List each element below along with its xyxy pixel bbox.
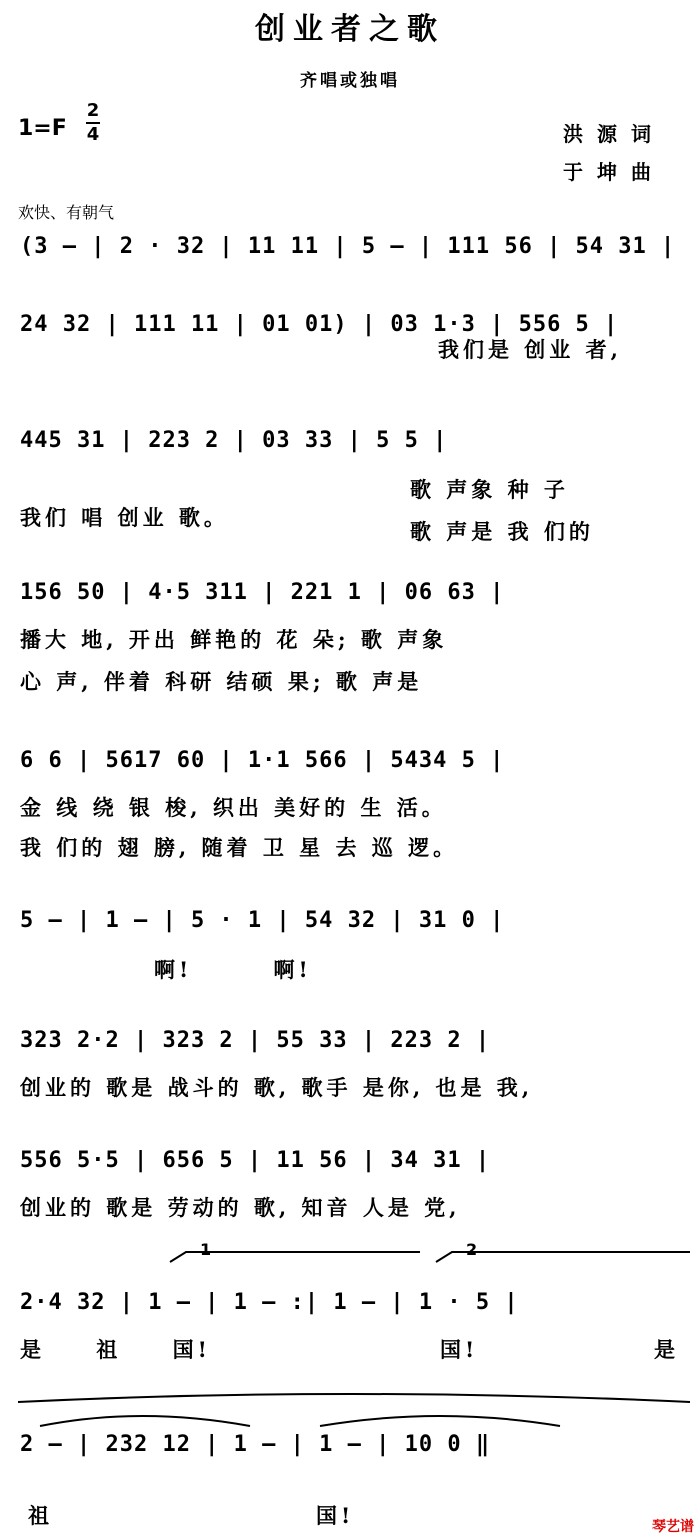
lyric-line-7: 创业的 歌是 战斗的 歌, 歌手 是你, 也是 我, xyxy=(20,1075,534,1100)
lyric-line-2: 我们是 创业 者, xyxy=(438,337,622,362)
lyric-line-9-end: 是 xyxy=(654,1337,679,1362)
lyric-line-4-verse2: 心 声, 伴着 科研 结硕 果; 歌 声是 xyxy=(20,669,423,694)
lyricist-credit: 洪源词 xyxy=(563,122,665,146)
song-title: 创业者之歌 xyxy=(255,12,445,47)
volta-1: 1 xyxy=(200,1240,212,1259)
lyric-line-3-verse2: 歌 声是 我 们的 xyxy=(410,519,594,544)
notation-line-10: 2 — | 232 12 | 1 — | 1 — | 10 0 ‖ xyxy=(20,1432,491,1457)
composer-credit: 于坤曲 xyxy=(563,160,665,184)
lyric-line-10-b: 国! xyxy=(316,1503,355,1528)
watermark-logo: 琴艺谱 xyxy=(652,1519,694,1535)
notation-line-2: 24 32 | 111 11 | 01 01) | 03 1·3 | 556 5 | xyxy=(20,312,619,337)
volta-2: 2 xyxy=(466,1240,478,1259)
lyric-line-3: 我们 唱 创业 歌。 xyxy=(20,505,229,530)
lyric-line-4-verse1: 播大 地, 开出 鲜艳的 花 朵; 歌 声象 xyxy=(20,627,448,652)
lyric-line-9-repeat: 国! xyxy=(440,1337,479,1362)
key-signature: 1=F xyxy=(18,116,67,141)
lyric-line-5-verse1: 金 线 绕 银 梭, 织出 美好的 生 活。 xyxy=(20,795,447,820)
lyric-line-9: 是 祖 国! xyxy=(20,1337,211,1362)
time-signature xyxy=(86,100,100,146)
notation-line-4: 156 50 | 4·5 311 | 221 1 | 06 63 | xyxy=(20,580,505,605)
time-bottom: 4 xyxy=(86,124,100,145)
notation-line-6: 5 — | 1 — | 5 · 1 | 54 32 | 31 0 | xyxy=(20,908,505,933)
notation-line-5: 6 6 | 5617 60 | 1·1 566 | 5434 5 | xyxy=(20,748,505,773)
lyric-line-3-verse1: 歌 声象 种 子 xyxy=(410,477,569,502)
volta-brackets xyxy=(0,1244,700,1274)
notation-line-8: 556 5·5 | 656 5 | 11 56 | 34 31 | xyxy=(20,1148,491,1173)
lyric-line-10-a: 祖 xyxy=(28,1503,53,1528)
lyric-line-8: 创业的 歌是 劳动的 歌, 知音 人是 党, xyxy=(20,1195,461,1220)
lyric-line-5-verse2: 我 们的 翅 膀, 随着 卫 星 去 巡 逻。 xyxy=(20,835,459,860)
performance-note: 齐唱或独唱 xyxy=(300,71,400,91)
notation-line-1: (3 — | 2 · 32 | 11 11 | 5 — | 111 56 | 54 31 | xyxy=(20,234,676,259)
notation-line-7: 323 2·2 | 323 2 | 55 33 | 223 2 | xyxy=(20,1028,491,1053)
tempo-marking: 欢快、有朝气 xyxy=(18,203,115,222)
long-slur xyxy=(0,1392,700,1432)
time-top: 2 xyxy=(86,100,100,121)
notation-line-3: 445 31 | 223 2 | 03 33 | 5 5 | xyxy=(20,428,448,453)
notation-line-9: 2·4 32 | 1 — | 1 — :| 1 — | 1 · 5 | xyxy=(20,1290,519,1315)
lyric-line-6: 啊! 啊! xyxy=(154,957,312,982)
